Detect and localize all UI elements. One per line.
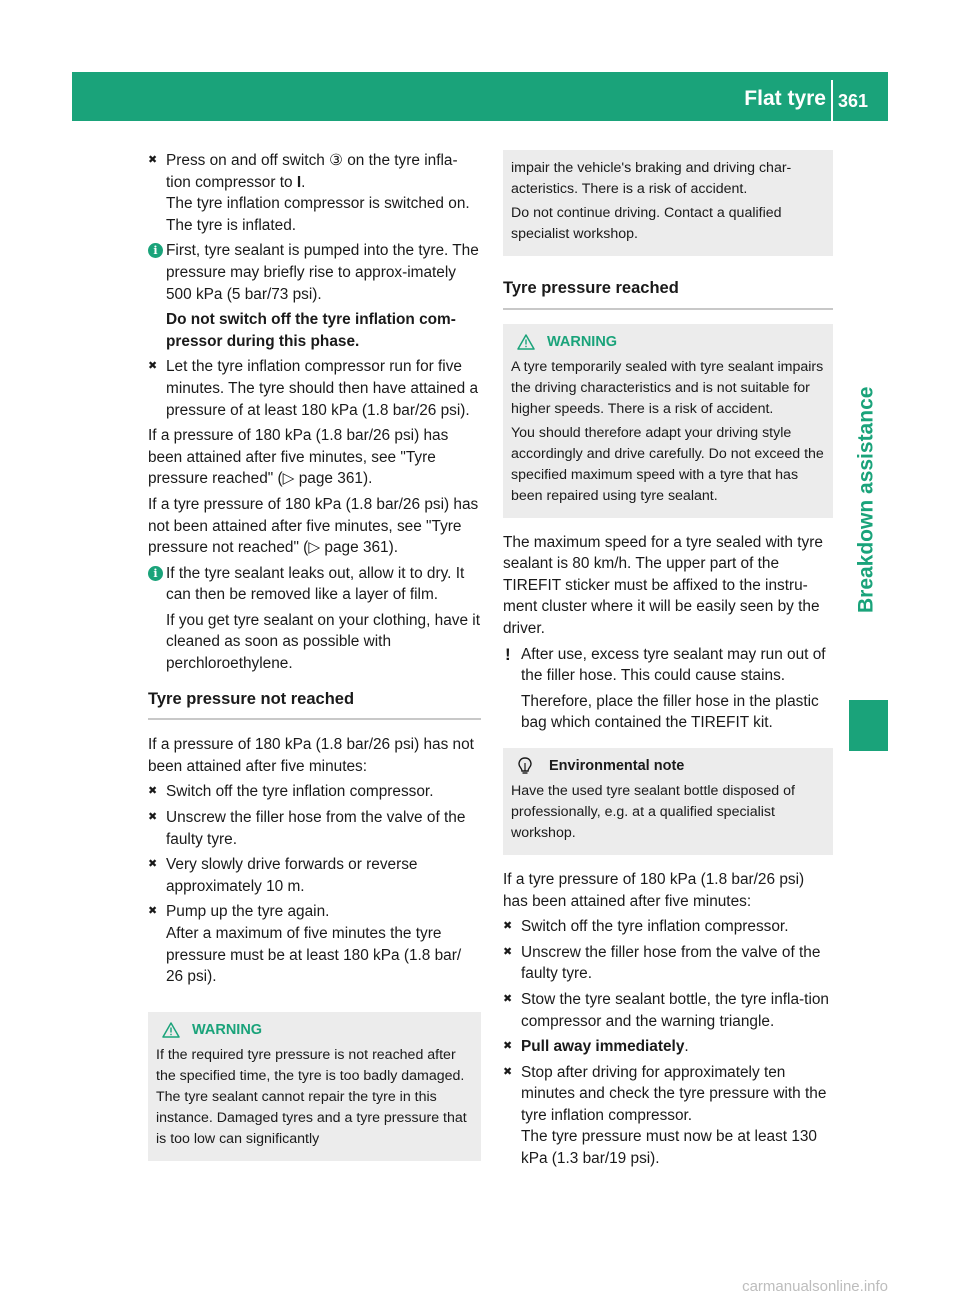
step: ✖ Stow the tyre sealant bottle, the tyre infla-tion compressor and the warning triangle.: [503, 990, 829, 1030]
paragraph: If a pressure of 180 kPa (1.8 bar/26 psi) has been attained after five minutes, see "Tyre pressure reached" (▷ page 361).: [148, 427, 449, 488]
watermark: carmanualsonline.info: [742, 1278, 888, 1295]
exclamation-icon: !: [505, 644, 511, 664]
step-arrow-icon: ✖: [148, 858, 158, 871]
warning-box: WARNING A tyre temporarily sealed with tyre sealant impairs the driving characteristics and is not suitable for higher speeds. There is a risk of accident. You should therefore adapt your driving style accordingly and drive carefully. Do not exceed the specified maximum speed with a tyre that has been repaired using tyre sealant.: [503, 324, 833, 518]
left-column: [148, 150, 481, 1173]
lightbulb-icon: [517, 757, 533, 775]
page-reference-link[interactable]: ▷ page 361: [308, 539, 389, 557]
right-column: [503, 150, 833, 1174]
warning-box: WARNING If the required tyre pressure is not reached after the specified time, the tyre is too badly damaged. The tyre sealant cannot repair the tyre in this instance. Damaged tyres and a tyre pressure that is too low can significantly: [148, 1012, 481, 1161]
step: ✖ Pump up the tyre again. After a maximum of five minutes the tyre pressure must be at least 180 kPa (1.8 bar/ 26 psi).: [148, 901, 481, 987]
step-result: After a maximum of five minutes the tyre pressure must be at least 180 kPa (1.8 bar/ 26 psi).: [166, 925, 462, 986]
step: ✖ Stop after driving for approximately ten minutes and check the tyre pressure with the tyre inflation compressor. The tyre pressure must now be at least 130 kPa (1.3 bar/19 psi).: [503, 1062, 833, 1170]
step: ✖ Unscrew the filler hose from the valve of the faulty tyre.: [503, 943, 821, 983]
warning-triangle-icon: [162, 1022, 180, 1038]
step: ✖ Pull away immediately.: [503, 1036, 833, 1058]
section-heading: Tyre pressure not reached: [148, 689, 481, 721]
page-number: 361: [838, 91, 869, 111]
environmental-note-box: Environmental note Have the used tyre sealant bottle disposed of professionally, e.g. at a qualified specialist workshop.: [503, 748, 833, 855]
chapter-title: Flat tyre: [744, 87, 826, 110]
paragraph: If a tyre pressure of 180 kPa (1.8 bar/26 psi) has not been attained after five minutes, see "Tyre pressure not reached" (▷ page 361).: [148, 495, 479, 557]
paragraph: The maximum speed for a tyre sealed with tyre sealant is 80 km/h. The upper part of the TIREFIT sticker must be affixed to the instru-ment cluster where it will be easily seen by the driver.: [503, 533, 823, 637]
step-arrow-icon: ✖: [503, 945, 513, 958]
environmental-note-title: Environmental note: [549, 757, 685, 774]
paragraph: If a tyre pressure of 180 kPa (1.8 bar/26 psi) has been attained after five minutes:: [503, 870, 805, 910]
step-result: The tyre inflation compressor is switched on. The tyre is inflated.: [166, 195, 470, 234]
info-note: i If the tyre sealant leaks out, allow it to dry. It can then be removed like a layer of film. If you get tyre sealant on your clothing, have it cleaned as soon as possible with perchloroethylene.: [148, 563, 481, 675]
side-section-label: [846, 280, 886, 720]
step: ✖ Very slowly drive forwards or reverse approximately 10 m.: [148, 856, 418, 895]
step-arrow-icon: ✖: [148, 360, 158, 373]
step-arrow-icon: ✖: [503, 1040, 513, 1053]
warning-box-continued: impair the vehicle's braking and driving char-acteristics. There is a risk of accident. Do not continue driving. Contact a qualified specialist workshop.: [503, 150, 833, 256]
step-arrow-icon: ✖: [503, 992, 513, 1005]
step-run-compressor: ✖ Let the tyre inflation compressor run for five minutes. The tyre should then have attained a pressure of at least 180 kPa (1.8 bar/26 psi).: [148, 358, 479, 419]
warning-title: WARNING: [192, 1021, 263, 1038]
step-result: The tyre pressure must now be at least 130 kPa (1.3 bar/19 psi).: [521, 1128, 817, 1168]
step: ✖ Unscrew the filler hose from the valve of the faulty tyre.: [148, 809, 466, 848]
info-icon: i: [148, 243, 163, 258]
section-heading: Tyre pressure reached: [503, 278, 833, 310]
info-icon: i: [148, 566, 163, 581]
step-switch-on: ✖ Press on and off switch ③ on the tyre infla-tion compressor to I. The tyre inflation compressor is switched on. The tyre is inflated.: [148, 150, 481, 236]
header-divider: [831, 80, 833, 121]
step-arrow-icon: ✖: [148, 785, 158, 798]
paragraph: If a pressure of 180 kPa (1.8 bar/26 psi) has not been attained after five minutes:: [148, 736, 474, 775]
warning-title: WARNING: [547, 333, 618, 350]
step-arrow-icon: ✖: [503, 1065, 513, 1078]
warning-triangle-icon: [517, 334, 535, 350]
step: ✖ Switch off the tyre inflation compressor.: [148, 781, 481, 803]
side-tab-marker: [849, 700, 888, 751]
step-arrow-icon: ✖: [148, 811, 158, 824]
step-arrow-icon: ✖: [148, 154, 158, 166]
page-reference-link[interactable]: ▷ page 361: [282, 470, 363, 488]
step-arrow-icon: ✖: [503, 920, 513, 933]
step: ✖ Switch off the tyre inflation compressor.: [503, 916, 833, 938]
notice-note: ! After use, excess tyre sealant may run out of the filler hose. This could cause stains. Therefore, place the filler hose in the plastic bag which contained the TIREFIT kit.: [505, 644, 826, 732]
info-note: i First, tyre sealant is pumped into the tyre. The pressure may briefly rise to approx-imately 500 kPa (5 bar/73 psi). Do not switch off the tyre inflation com-pressor during this phase.: [148, 240, 481, 352]
side-section-label-text: Breakdown assistance: [854, 386, 878, 614]
step-arrow-icon: ✖: [148, 905, 158, 918]
